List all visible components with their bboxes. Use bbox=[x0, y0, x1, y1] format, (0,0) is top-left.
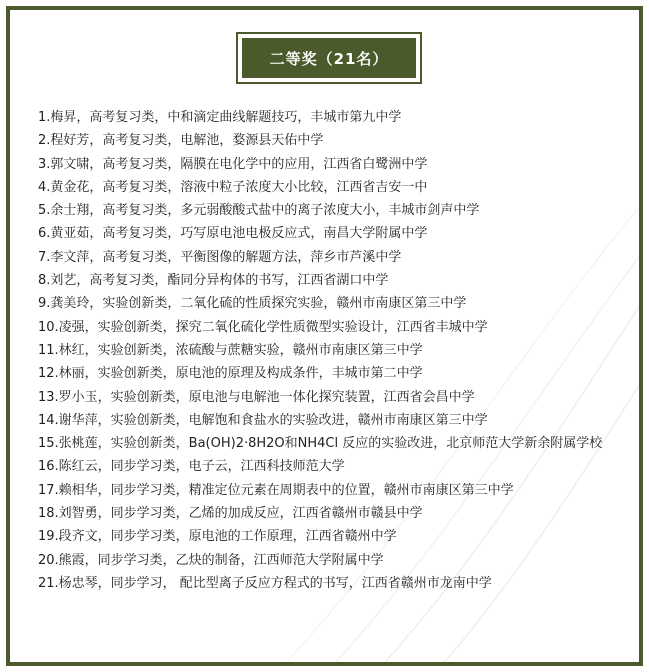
list-item: 18.刘智勇，同步学习类，乙烯的加成反应，江西省赣州市赣县中学 bbox=[38, 506, 423, 522]
list-item: 19.段齐文，同步学习类，原电池的工作原理，江西省赣州中学 bbox=[38, 529, 397, 545]
award-frame bbox=[6, 6, 643, 666]
list-item: 2.程好芳，高考复习类，电解池，婺源县天佑中学 bbox=[38, 133, 324, 149]
list-item: 4.黄金花，高考复习类，溶液中粒子浓度大小比较，江西省吉安一中 bbox=[38, 179, 428, 195]
list-item: 11.林红，实验创新类，浓硫酸与蔗糖实验，赣州市南康区第三中学 bbox=[38, 342, 423, 358]
list-item: 9.龚美玲，实验创新类，二氧化硫的性质探究实验，赣州市南康区第三中学 bbox=[38, 296, 467, 312]
list-item: 12.林丽，实验创新类，原电池的原理及构成条件，丰城市第二中学 bbox=[38, 366, 423, 382]
list-item: 13.罗小玉，实验创新类，原电池与电解池一体化探究装置，江西省会昌中学 bbox=[38, 389, 475, 405]
list-item: 8.刘艺，高考复习类，酯同分异构体的书写，江西省湖口中学 bbox=[38, 273, 389, 289]
list-item: 17.赖相华，同步学习类，精准定位元素在周期表中的位置，赣州市南康区第三中学 bbox=[38, 482, 514, 498]
list-item: 14.谢华萍，实验创新类，电解饱和食盐水的实验改进，赣州市南康区第三中学 bbox=[38, 412, 488, 428]
list-item: 10.凌强，实验创新类，探究二氧化硫化学性质微型实验设计，江西省丰城中学 bbox=[38, 319, 488, 335]
list-item: 3.郭文啸，高考复习类，隔膜在电化学中的应用，江西省白鹭洲中学 bbox=[38, 156, 428, 172]
list-item: 20.熊霞，同步学习类，乙炔的制备，江西师范大学附属中学 bbox=[38, 552, 384, 568]
section-title-frame bbox=[236, 32, 422, 84]
award-list bbox=[38, 106, 634, 595]
list-item: 16.陈红云，同步学习类，电子云，江西科技师范大学 bbox=[38, 459, 345, 475]
list-item: 5.余士翔，高考复习类，多元弱酸酸式盐中的离子浓度大小，丰城市剑声中学 bbox=[38, 203, 480, 219]
list-item: 15.张桃莲，实验创新类，Ba(OH)2·8H2O和NH4Cl 反应的实验改进，北京师范大学新余附属学校 bbox=[38, 436, 603, 452]
section-title: 二等奖（21名） bbox=[242, 38, 416, 78]
list-item: 7.李文萍，高考复习类，平衡图像的解题方法，萍乡市芦溪中学 bbox=[38, 249, 402, 265]
list-item: 21.杨忠琴，同步学习， 配比型离子反应方程式的书写，江西省赣州市龙南中学 bbox=[38, 575, 492, 591]
list-item: 1.梅昇，高考复习类，中和滴定曲线解题技巧，丰城市第九中学 bbox=[38, 110, 402, 125]
list-item: 6.黄亚茹，高考复习类，巧写原电池电极反应式，南昌大学附属中学 bbox=[38, 226, 428, 242]
